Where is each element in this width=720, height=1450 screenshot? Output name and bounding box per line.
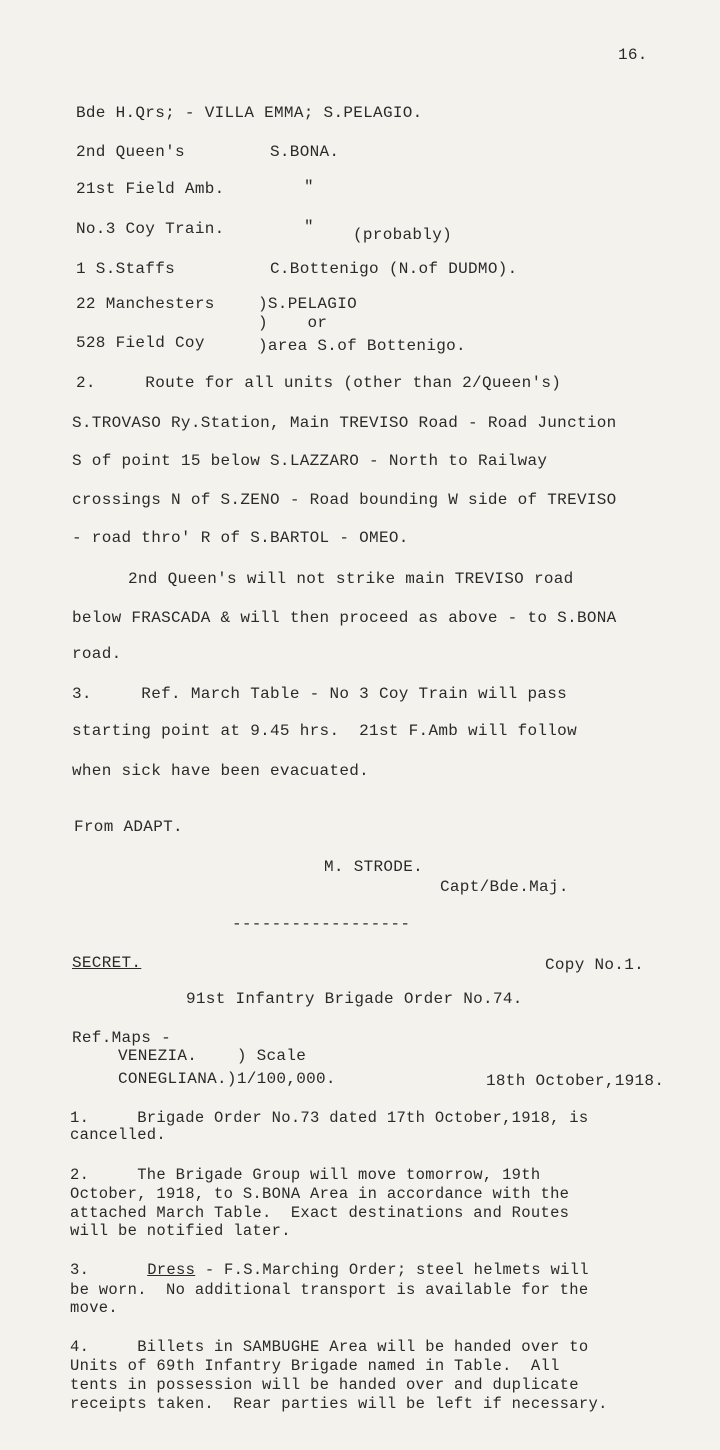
- ref-map-line: VENEZIA. ) Scale: [118, 1047, 307, 1065]
- queens-line: road.: [72, 645, 122, 663]
- route-line: S of point 15 below S.LAZZARO - North to Railway: [72, 452, 548, 470]
- march-line: starting point at 9.45 hrs. 21st F.Amb will follow: [72, 722, 577, 740]
- paragraph-line: will be notified later.: [70, 1222, 291, 1240]
- unit-name: 22 Manchesters: [76, 295, 215, 313]
- march-line: 3. Ref. March Table - No 3 Coy Train will pass: [72, 685, 568, 703]
- bde-hqrs-line: Bde H.Qrs; - VILLA EMMA; S.PELAGIO.: [76, 104, 423, 122]
- signatory-rank: Capt/Bde.Maj.: [440, 878, 569, 896]
- paragraph-line: cancelled.: [70, 1126, 167, 1144]
- unit-location: ": [304, 218, 314, 236]
- ref-maps-label: Ref.Maps -: [72, 1029, 172, 1047]
- paragraph-number: 3.: [70, 1261, 90, 1279]
- unit-location-or: ) or: [258, 314, 328, 332]
- queens-line: below FRASCADA & will then proceed as above - to S.BONA: [72, 609, 617, 627]
- paragraph-line: receipts taken. Rear parties will be left if necessary.: [70, 1395, 608, 1413]
- paragraph-line: tents in possession will be handed over and duplicate: [70, 1376, 579, 1394]
- route-line: - road thro' R of S.BARTOL - OMEO.: [72, 529, 409, 547]
- unit-location: )S.PELAGIO: [258, 295, 358, 313]
- paragraph-line: 2. The Brigade Group will move tomorrow, 19th: [70, 1166, 541, 1184]
- classification-heading: SECRET.: [72, 954, 142, 972]
- unit-name: 2nd Queen's: [76, 143, 185, 161]
- paragraph-line: 4. Billets in SAMBUGHE Area will be handed over to: [70, 1338, 589, 1356]
- unit-name: No.3 Coy Train.: [76, 220, 225, 238]
- queens-line: 2nd Queen's will not strike main TREVISO road: [128, 570, 574, 588]
- from-line: From ADAPT.: [74, 818, 183, 836]
- paragraph-text: - F.S.Marching Order; steel helmets will: [195, 1261, 589, 1279]
- signatory-name: M. STRODE.: [324, 858, 424, 876]
- copy-number: Copy No.1.: [545, 956, 645, 974]
- unit-location: )area S.of Bottenigo.: [258, 337, 466, 355]
- unit-name: 1 S.Staffs: [76, 260, 176, 278]
- order-title: 91st Infantry Brigade Order No.74.: [186, 990, 523, 1008]
- route-line: crossings N of S.ZENO - Road bounding W side of TREVISO: [72, 491, 617, 509]
- march-line: when sick have been evacuated.: [72, 762, 370, 780]
- paragraph-line: October, 1918, to S.BONA Area in accordance with the: [70, 1185, 570, 1203]
- paragraph-line: attached March Table. Exact destinations and Routes: [70, 1204, 570, 1222]
- page-number: 16.: [618, 46, 648, 64]
- unit-location: S.BONA.: [270, 143, 340, 161]
- unit-note: (probably): [353, 226, 453, 244]
- order-date: 18th October,1918.: [486, 1072, 665, 1090]
- unit-name: 21st Field Amb.: [76, 180, 225, 198]
- paragraph-line: move.: [70, 1299, 119, 1317]
- route-line: S.TROVASO Ry.Station, Main TREVISO Road - Road Junction: [72, 414, 617, 432]
- paragraph-line: 1. Brigade Order No.73 dated 17th October,1918, is: [70, 1109, 589, 1127]
- unit-name: 528 Field Coy: [76, 334, 205, 352]
- dress-heading: Dress: [147, 1261, 196, 1279]
- divider: ------------------: [232, 915, 411, 933]
- paragraph-line: Units of 69th Infantry Brigade named in Table. All: [70, 1357, 560, 1375]
- paragraph-line: [70, 1262, 589, 1279]
- ref-map-line: CONEGLIANA.)1/100,000.: [118, 1070, 336, 1088]
- unit-location: ": [304, 178, 314, 196]
- unit-location: C.Bottenigo (N.of DUDMO).: [270, 260, 518, 278]
- route-line: 2. Route for all units (other than 2/Queen's): [76, 374, 562, 392]
- paragraph-line: be worn. No additional transport is available for the: [70, 1281, 589, 1299]
